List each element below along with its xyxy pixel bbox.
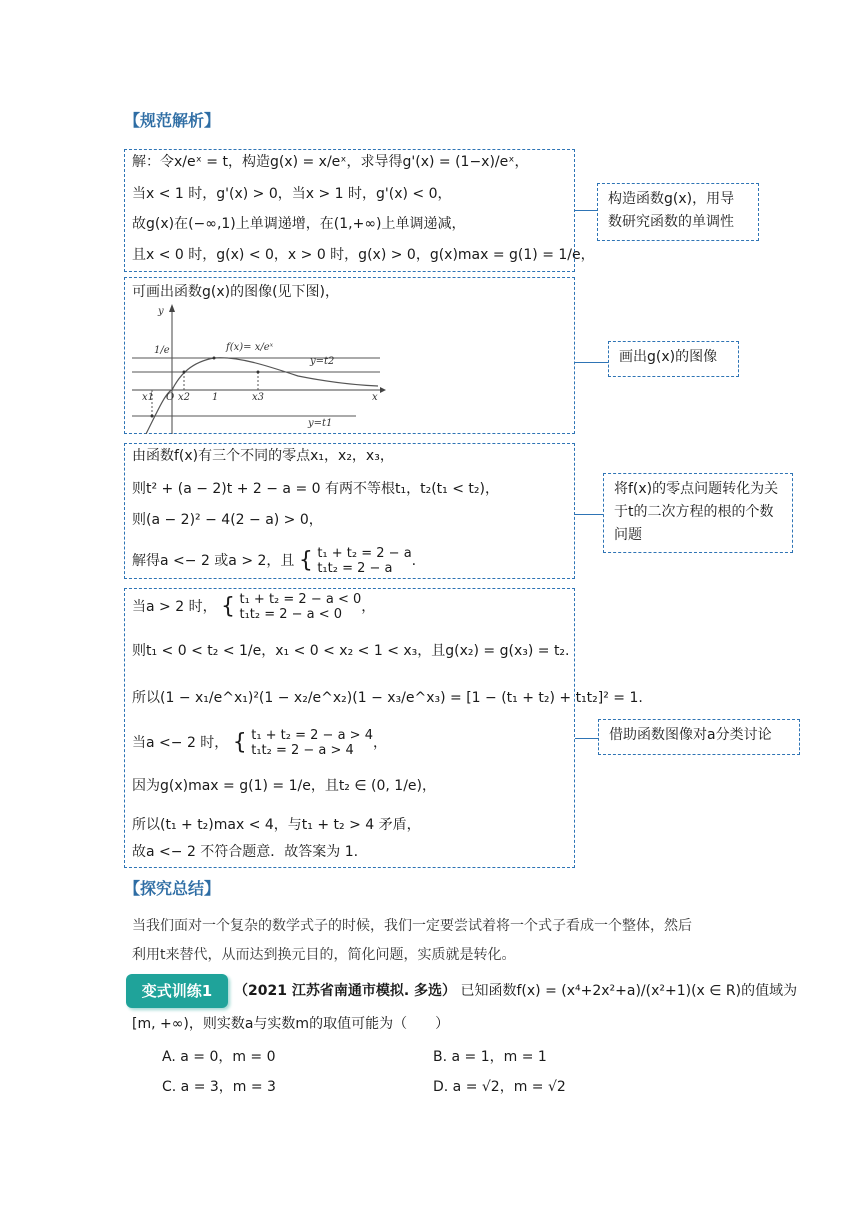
graph-f-label: f(x)= x/eˣ — [226, 342, 274, 353]
box4-line1: 当a > 2 时， { t₁ + t₂ = 2 − a < 0 t₁t₂ = 2 − a < 0 ， — [132, 592, 376, 622]
box1-line3: 故g(x)在(−∞,1)上单调递增，在(1,+∞)上单调递减， — [132, 216, 466, 232]
box4-line3: 所以(1 − x₁/e^x₁)²(1 − x₂/e^x₂)(1 − x₃/e^x₃) = [1 − (t₁ + t₂) + t₁t₂]² = 1. — [132, 690, 643, 706]
note-draw-graph: 画出g(x)的图像 — [608, 341, 739, 377]
option-b[interactable]: B. a = 1，m = 1 — [433, 1049, 547, 1065]
graph-t1-label: y=t1 — [308, 418, 333, 429]
box3-system-eq1: t₁ + t₂ = 2 − a — [317, 546, 412, 561]
note-zero-to-quadratic: 将f(x)的零点问题转化为关于t的二次方程的根的个数问题 — [603, 473, 793, 553]
box4-line4-end: ， — [372, 735, 387, 751]
box4-system2-eq2: t₁t₂ = 2 − a > 4 — [251, 743, 354, 758]
box2-line1: 可画出函数g(x)的图像(见下图)， — [132, 284, 340, 300]
box3-line1: 由函数f(x)有三个不同的零点x₁，x₂，x₃， — [132, 448, 394, 464]
note-case-analysis: 借助函数图像对a分类讨论 — [598, 719, 800, 755]
box4-line1-text: 当a > 2 时， — [132, 599, 217, 615]
summary-heading: 【探究总结】 — [124, 879, 221, 898]
box4-line2: 则t₁ < 0 < t₂ < 1/e，x₁ < 0 < x₂ < 1 < x₃，且g(x₂) = g(x₃) = t₂. — [132, 643, 570, 659]
function-graph — [128, 300, 388, 434]
box4-system2-eq1: t₁ + t₂ = 2 − a > 4 — [251, 728, 373, 743]
graph-origin: O — [166, 392, 175, 403]
graph-x2: x2 — [178, 392, 191, 403]
graph-y-label: y — [158, 306, 164, 317]
note1-connector — [575, 210, 597, 211]
exercise-stem-line2: [m, +∞)，则实数a与实数m的取值可能为（ ） — [132, 1016, 450, 1032]
graph-x1: x1 — [142, 392, 155, 403]
box4-line4: 当a <− 2 时， { t₁ + t₂ = 2 − a > 4 t₁t₂ = 2 − a > 4 ， — [132, 728, 387, 758]
option-c[interactable]: C. a = 3，m = 3 — [162, 1079, 276, 1095]
note4-connector — [575, 738, 598, 739]
exercise-source: （2021 江苏省南通市模拟. 多选） — [234, 983, 457, 999]
box3-line4: 解得a <− 2 或a > 2，且 { t₁ + t₂ = 2 − a t₁t₂ = 2 − a . — [132, 546, 417, 576]
graph-one: 1 — [212, 392, 219, 403]
box1-line2: 当x < 1 时，g'(x) > 0，当x > 1 时，g'(x) < 0， — [132, 186, 452, 202]
graph-one-over-e: 1/e — [154, 345, 170, 356]
box4-line4-text: 当a <− 2 时， — [132, 735, 229, 751]
box3-system-eq2: t₁t₂ = 2 − a — [317, 561, 393, 576]
option-a[interactable]: A. a = 0，m = 0 — [162, 1049, 276, 1065]
note-construct-function: 构造函数g(x)，用导数研究函数的单调性 — [597, 183, 759, 241]
graph-x3: x3 — [252, 392, 265, 403]
box1-line1: 解：令x/eˣ = t，构造g(x) = x/eˣ，求导得g'(x) = (1−x)/eˣ， — [132, 154, 529, 170]
graph-x-label: x — [372, 392, 378, 403]
exercise-badge: 变式训练1 — [126, 974, 228, 1008]
box4-system1-eq1: t₁ + t₂ = 2 − a < 0 — [239, 592, 362, 607]
analysis-heading: 【规范解析】 — [124, 111, 221, 130]
box3-line4-text: 解得a <− 2 或a > 2，且 — [132, 553, 295, 569]
box1-line4: 且x < 0 时，g(x) < 0，x > 0 时，g(x) > 0，g(x)max = g(1) = 1/e， — [132, 247, 595, 263]
box4-line5: 因为g(x)max = g(1) = 1/e，且t₂ ∈ (0, 1/e)， — [132, 778, 436, 794]
box4-line7: 故a <− 2 不符合题意．故答案为 1. — [132, 844, 359, 860]
option-d[interactable]: D. a = √2，m = √2 — [433, 1079, 566, 1095]
exercise-stem-line1 — [234, 981, 797, 1001]
box3-line3: 则(a − 2)² − 4(2 − a) > 0， — [132, 512, 323, 528]
exercise-stem1: 已知函数f(x) = (x⁴+2x²+a)/(x²+1)(x ∈ R)的值域为 — [460, 983, 798, 999]
summary-line1: 当我们面对一个复杂的数学式子的时候，我们一定要尝试着将一个式子看成一个整体，然后 — [132, 918, 692, 934]
note2-connector — [575, 362, 608, 363]
graph-t2-label: y=t2 — [310, 356, 335, 367]
box4-line1-end: ， — [361, 599, 376, 615]
box4-line6: 所以(t₁ + t₂)max < 4，与t₁ + t₂ > 4 矛盾， — [132, 817, 421, 833]
summary-line2: 利用t来替代，从而达到换元目的，简化问题，实质就是转化。 — [132, 947, 516, 963]
box3-line4-end: . — [411, 553, 417, 569]
note3-connector — [575, 514, 603, 515]
box4-system1-eq2: t₁t₂ = 2 − a < 0 — [239, 607, 343, 622]
box3-line2: 则t² + (a − 2)t + 2 − a = 0 有两不等根t₁，t₂(t₁ < t₂)， — [132, 481, 499, 497]
